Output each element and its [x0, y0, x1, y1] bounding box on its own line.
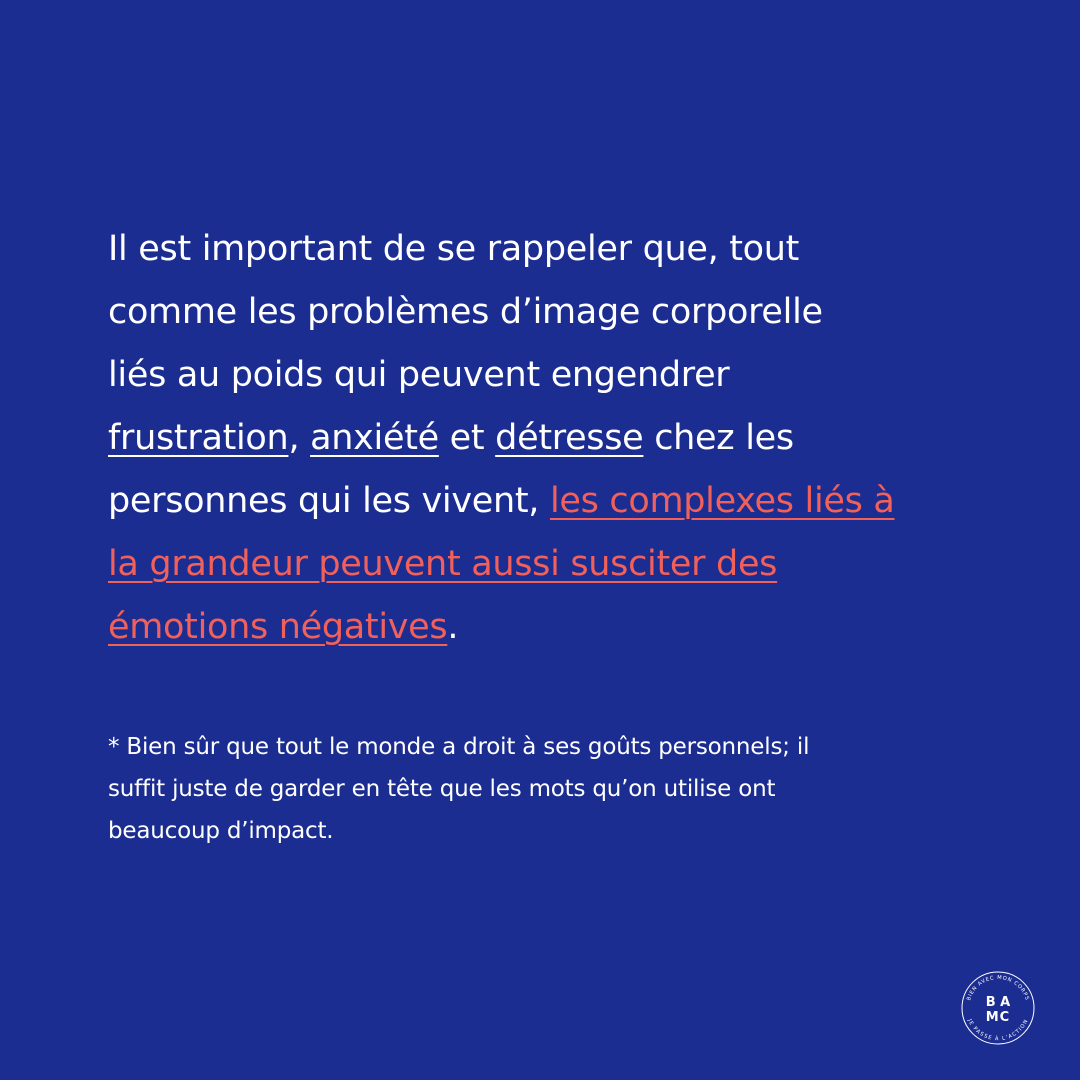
logo-ring-bottom-text: JE PASSE À L’ACTION — [966, 1018, 1030, 1043]
final-period: . — [447, 607, 459, 647]
footnote-line-1: * Bien sûr que tout le monde a droit à ses goûts personnels; il — [108, 734, 810, 760]
underlined-word-frustration: frustration — [108, 418, 289, 458]
separator-et: et — [438, 418, 496, 458]
footnote — [108, 726, 968, 852]
main-paragraph — [108, 218, 988, 659]
highlight-phrase-part-2: la grandeur peuvent aussi susciter des — [108, 544, 778, 584]
footnote-line-2: suffit juste de garder en tête que les mots qu’on utilise ont — [108, 776, 776, 802]
separator-comma: , — [288, 418, 311, 458]
underlined-word-anxiete: anxiété — [310, 418, 439, 458]
logo-letters-top: B A — [985, 995, 1011, 1010]
bamc-logo — [958, 968, 1038, 1048]
main-line-3: liés au poids qui peuvent engendrer — [108, 355, 730, 395]
line-5-plain: personnes qui les vivent, — [108, 481, 550, 521]
main-line-2: comme les problèmes d’image corporelle — [108, 292, 823, 332]
logo-letters-bottom: MC — [985, 1010, 1011, 1025]
highlight-phrase-part-1: les complexes liés à — [549, 481, 895, 521]
underlined-word-detresse: détresse — [495, 418, 644, 458]
main-line-7 — [108, 596, 988, 659]
footnote-line-3: beaucoup d’impact. — [108, 818, 334, 844]
main-line-6 — [108, 533, 988, 596]
highlight-phrase-part-3: émotions négatives — [108, 607, 448, 647]
line-4-tail: chez les — [643, 418, 794, 458]
main-line-5 — [108, 470, 988, 533]
logo-ring-top-text: BIEN AVEC MON CORPS — [966, 974, 1030, 1002]
main-line-4 — [108, 407, 988, 470]
main-line-1: Il est important de se rappeler que, tout — [108, 229, 800, 269]
